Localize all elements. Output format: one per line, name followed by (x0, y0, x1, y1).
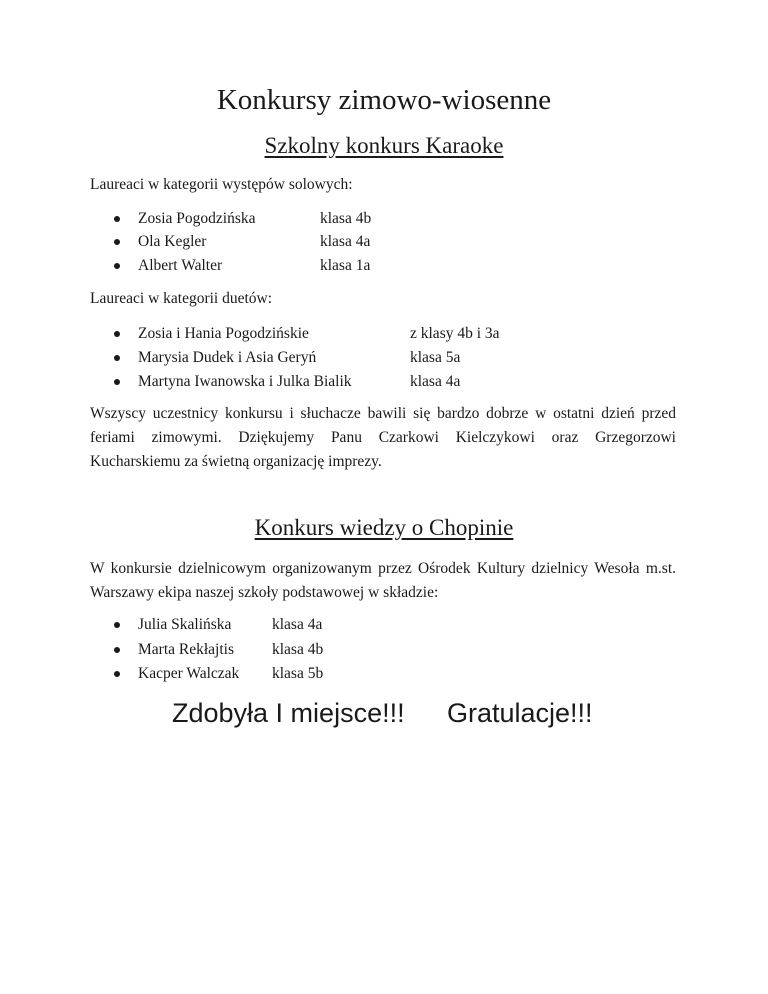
solo-name: Ola Kegler (138, 233, 207, 250)
solo-list-item (0, 254, 768, 278)
duo-class: klasa 5a (410, 349, 461, 366)
solo-class: klasa 1a (320, 257, 371, 274)
page-title: Konkursy zimowo-wiosenne (216, 84, 552, 116)
team-name: Kacper Walczak (138, 665, 240, 682)
karaoke-summary: Wszyscy uczestnicy konkursu i słuchacze bawili się bardzo dobrze w ostatni dzień przed feriami zimowymi. Dziękujemy Panu Czarkowi Kielczykowi oraz Grzegorzowi Kucharskiemu za świetną organizację imprezy. (90, 405, 676, 470)
bullet-icon (114, 379, 120, 385)
congrats-text: Gratulacje!!! (447, 698, 593, 728)
duo-list-item (0, 346, 768, 370)
solo-class: klasa 4a (320, 233, 371, 250)
solo-intro: Laureaci w kategorii występów solowych: (90, 176, 353, 193)
duo-class: z klasy 4b i 3a (410, 325, 500, 342)
duo-name: Zosia i Hania Pogodzińskie (138, 325, 309, 342)
solo-list-item (0, 230, 768, 254)
duo-list-item (0, 370, 768, 394)
team-list-item (0, 662, 768, 686)
team-class: klasa 4b (272, 641, 324, 658)
bullet-icon (114, 216, 120, 222)
team-list-item (0, 613, 768, 637)
bullet-icon (114, 355, 120, 361)
solo-class: klasa 4b (320, 210, 372, 227)
team-class: klasa 5b (272, 665, 324, 682)
result-text: Zdobyła I miejsce!!! (172, 698, 405, 728)
solo-list-item (0, 207, 768, 231)
team-list-item (0, 638, 768, 662)
team-name: Marta Rekłajtis (138, 641, 234, 658)
solo-name: Zosia Pogodzińska (138, 210, 256, 227)
duo-list-item (0, 322, 768, 346)
bullet-icon (114, 647, 120, 653)
bullet-icon (114, 622, 120, 628)
bullet-icon (114, 331, 120, 337)
team-name: Julia Skalińska (138, 616, 232, 633)
duo-intro: Laureaci w kategorii duetów: (90, 290, 273, 307)
karaoke-heading: Szkolny konkurs Karaoke (264, 133, 504, 158)
bullet-icon (114, 263, 120, 269)
bullet-icon (114, 239, 120, 245)
bullet-icon (114, 671, 120, 677)
solo-name: Albert Walter (138, 257, 223, 274)
chopin-heading: Konkurs wiedzy o Chopinie (254, 515, 514, 540)
duo-name: Marysia Dudek i Asia Geryń (138, 349, 317, 366)
duo-name: Martyna Iwanowska i Julka Bialik (138, 373, 352, 390)
team-class: klasa 4a (272, 616, 323, 633)
chopin-intro: W konkursie dzielnicowym organizowanym przez Ośrodek Kultury dzielnicy Wesoła m.st. Warszawy ekipa naszej szkoły podstawowej w składzie: (90, 560, 676, 601)
duo-class: klasa 4a (410, 373, 461, 390)
